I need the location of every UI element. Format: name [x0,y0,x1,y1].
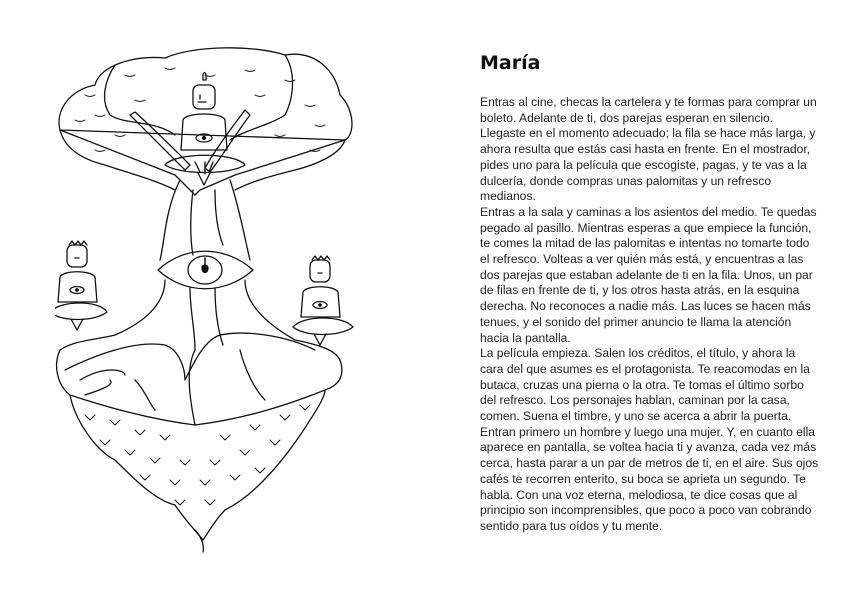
story-paragraph-3: La película empieza. Salen los créditos, el título, y ahora la cara del que asumes es el protagonista. Te reacomodas en la butaca, cruzas una pierna o la otra. Te tomas el último sorbo del refresco. Los personajes hablan, caminan por la casa, comen. Suena el timbre, y uno se acerca a abrir la puerta. [480,346,810,424]
right-figure [293,256,353,345]
eye-icon [158,251,253,289]
story-text-column [480,52,820,535]
story-title: María [480,52,541,74]
central-figure [165,73,245,186]
left-figure [55,241,107,330]
story-paragraph-1: Entras al cine, checas la cartelera y te formas para comprar un boleto. Adelante de ti, dos parejas esperan en silencio. Llegaste en el momento adecuado; la fila se hace más larga, y ahora resulta que estás casi hasta en frente. En el mostrador, pides uno para la película que escogiste, pagas, y te vas a la dulcería, donde compras unas palomitas y un refresco medianos. [480,95,817,204]
canopy [59,48,352,140]
story-paragraph-2: Entras a la sala y caminas a los asientos del medio. Te quedas pegado al pasillo. Mientras esperas a que empiece la función, te comes la mitad de las palomitas e intentas no tomarte todo el refresco. Volteas a ver quién más está, y encuentras a las dos parejas que estaban adelante de ti en la fila. Unos, un par de filas en frente de ti, y los otros hasta atrás, en la esquina derecha. No reconoces a nadie más. Las luces se hacen más tenues, y el sonido del primer anuncio te llama la atención hacia la pantalla. [480,204,817,345]
story-paragraph-4: Entran primero un hombre y luego una mujer. Y, en cuanto ella aparece en pantalla, se voltea hacia ti y avanza, cada vez más cerca, hasta parar a un par de metros de ti, en el aire. Sus ojos cafés te recorren enterito, su boca se aprieta un segundo. Te habla. Con una voz eterna, melodiosa, te dice cosas que al principio son incomprensibles, que poco a poco van cobrando sentido para tus oídos y tu mente. [480,424,819,533]
tree-eye-illustration [55,40,385,560]
